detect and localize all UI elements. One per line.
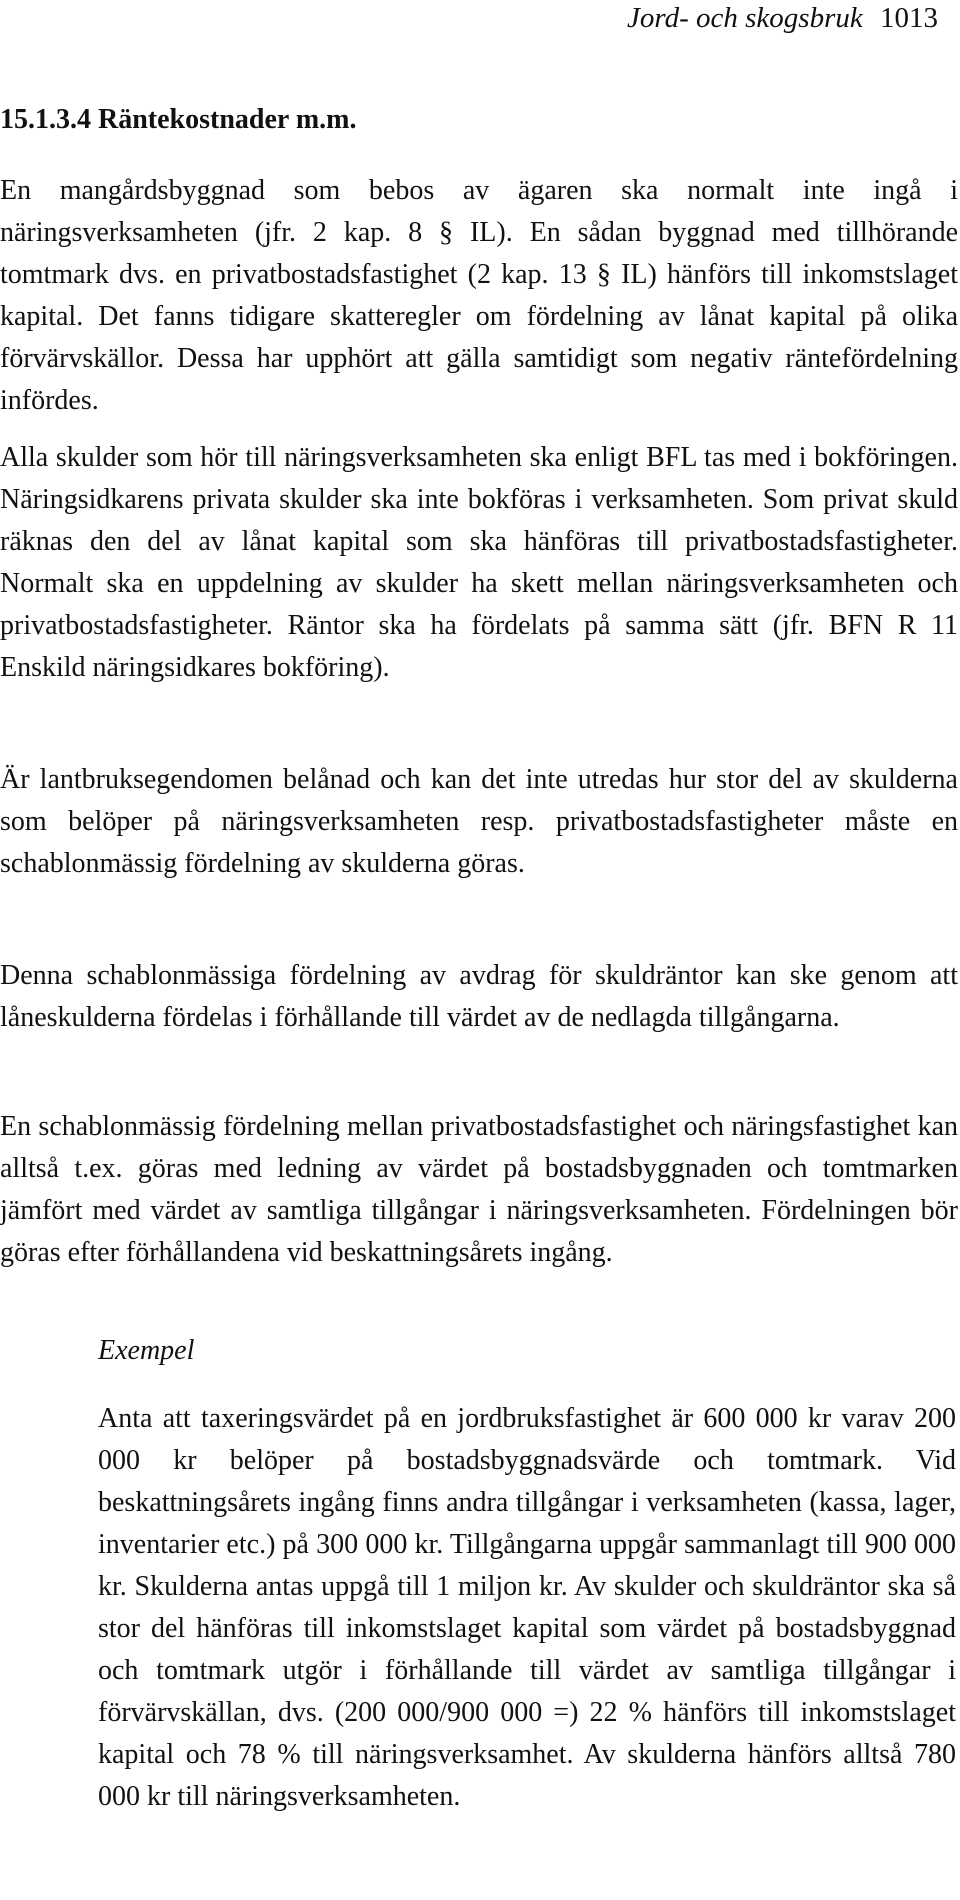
running-head-title: Jord- och skogsbruk: [627, 2, 863, 34]
body-paragraph: En schablonmässig fördelning mellan privatbostadsfastighet och näringsfastighet kan alltså t.ex. göras med ledning av värdet på bostadsbyggnaden och tomtmarken jämfört med värdet av samtliga tillgångar i näringsverksamheten. Fördelningen bör göras efter förhållandena vid beskattningsårets ingång.: [0, 1111, 958, 1268]
body-paragraph: Denna schablonmässiga fördelning av avdrag för skuldräntor kan ske genom att låneskulderna fördelas i förhållande till värdet av de nedlagda tillgångarna.: [0, 960, 958, 1033]
body-paragraph: En mangårdsbyggnad som bebos av ägaren ska normalt inte ingå i näringsverksamheten (jfr. 2 kap. 8 § IL). En sådan byggnad med tillhörande tomtmark dvs. en privatbostadsfastighet (2 kap. 13 § IL) hänförs till inkomstslaget kapital. Det fanns tidigare skatteregler om fördelning av lånat kapital på olika förvärvskällor. Dessa har upphört att gälla samtidigt som negativ räntefördelning infördes.: [0, 175, 958, 416]
body-paragraph: Är lantbruksegendomen belånad och kan det inte utredas hur stor del av skulderna som belöper på näringsverksamheten resp. privatbostadsfastigheter måste en schablonmässig fördelning av skulderna göras.: [0, 764, 958, 879]
section-heading: 15.1.3.4 Räntekostnader m.m.: [0, 104, 357, 135]
body-paragraph: Alla skulder som hör till näringsverksamheten ska enligt BFL tas med i bokföringen. Näringsidkarens privata skulder ska inte bokföras i verksamheten. Som privat skuld räknas den del av lånat kapital som ska hänföras till privatbostadsfastigheter. Normalt ska en uppdelning av skulder ha skett mellan näringsverksamheten och privatbostadsfastigheter. Räntor ska ha fördelats på samma sätt (jfr. BFN R 11 Enskild näringsidkares bokföring).: [0, 442, 958, 683]
example-heading: Exempel: [98, 1335, 195, 1366]
example-paragraph: Anta att taxeringsvärdet på en jordbruksfastighet är 600 000 kr varav 200 000 kr belöper på bostadsbyggnadsvärde och tomtmark. Vid beskattningsårets ingång finns andra tillgångar i verksamheten (kassa, lager, inventarier etc.) på 300 000 kr. Tillgångarna uppgår sammanlagt till 900 000 kr. Skulderna antas uppgå till 1 miljon kr. Av skulder och skuldräntor ska så stor del hänföras till inkomstslaget kapital som värdet på bostadsbyggnad och tomtmark utgör i förhållande till värdet av samtliga tillgångar i förvärvskällan, dvs. (200 000/900 000 =) 22 % hänförs till inkomstslaget kapital och 78 % till näringsverksamhet. Av skulderna hänförs alltså 780 000 kr till näringsverksamheten.: [98, 1403, 956, 1812]
page-number: 1013: [880, 2, 938, 34]
